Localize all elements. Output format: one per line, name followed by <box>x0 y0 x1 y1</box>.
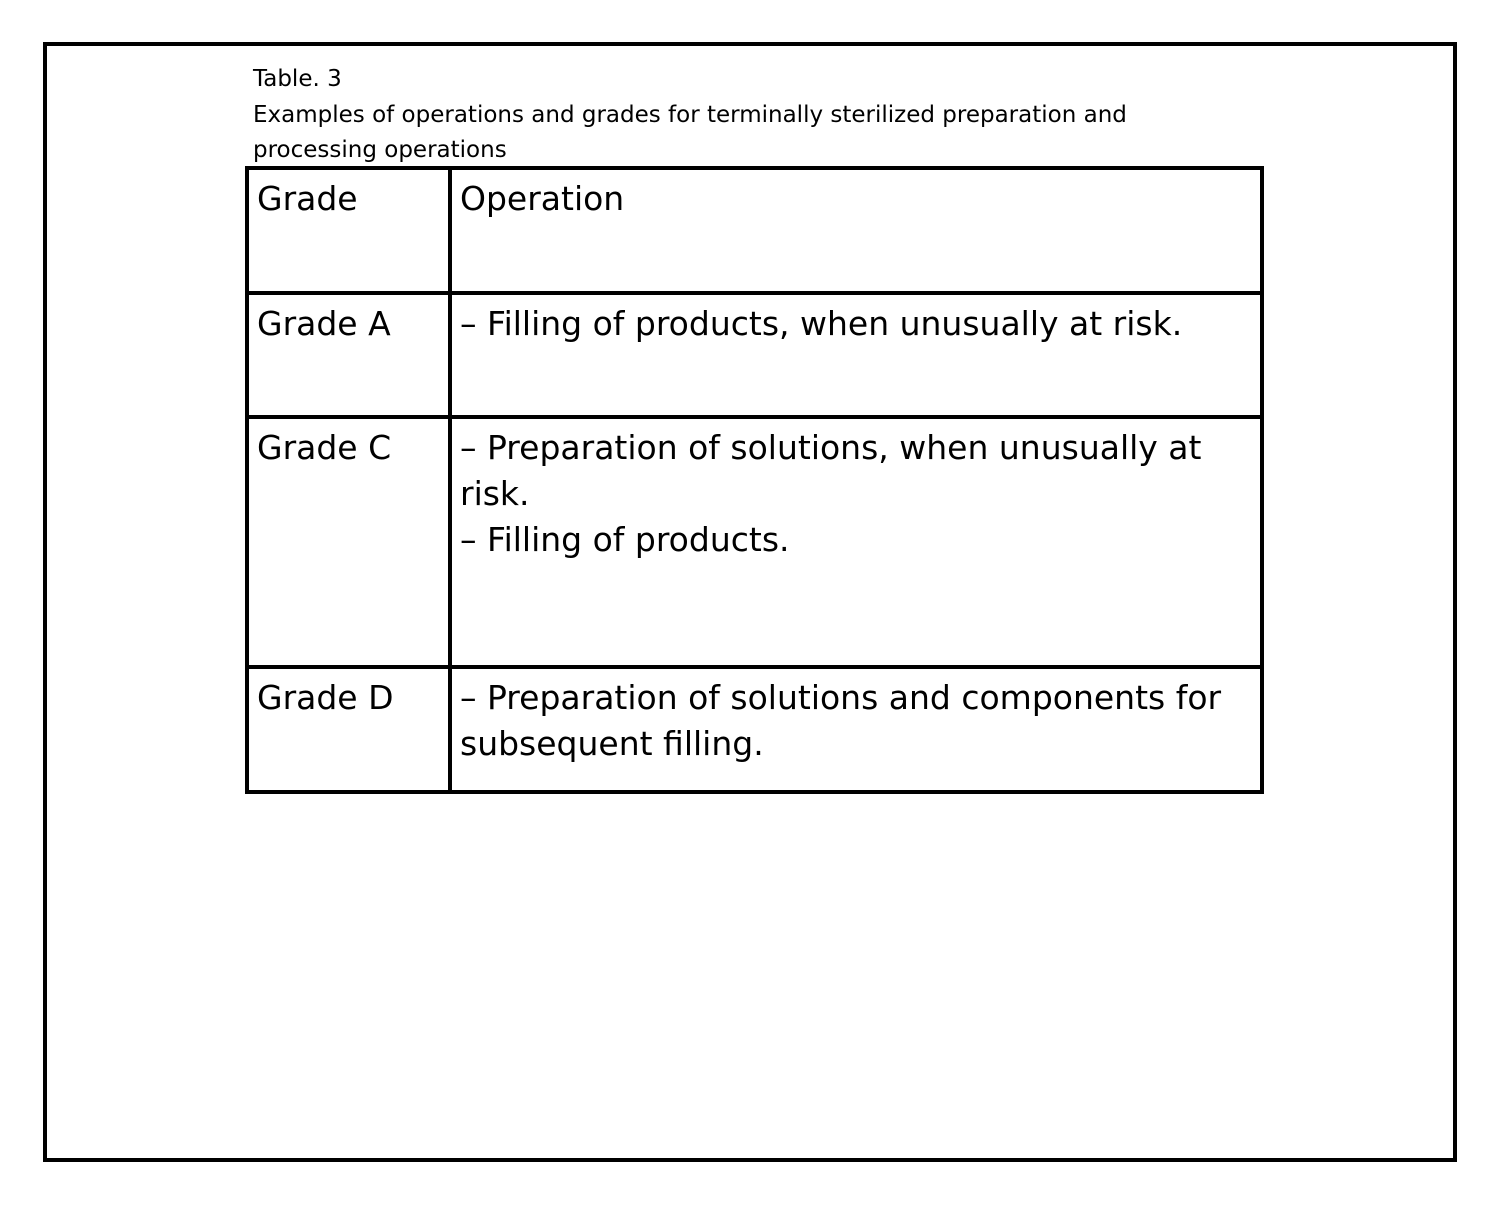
table-header-row <box>247 168 1262 293</box>
table-label: Table. 3 <box>253 66 342 92</box>
grades-table <box>245 166 1264 794</box>
grade-cell: Grade C <box>247 417 450 667</box>
operation-item: – Filling of products, when unusually at risk. <box>460 304 1183 343</box>
operation-cell <box>450 293 1262 417</box>
table-title-line-2: processing operations <box>253 137 507 163</box>
operation-cell <box>450 667 1262 792</box>
grade-cell: Grade A <box>247 293 450 417</box>
table-row <box>247 667 1262 792</box>
operation-item: – Preparation of solutions and components for subsequent filling. <box>460 678 1222 763</box>
operation-item: – Preparation of solutions, when unusually at risk. <box>460 428 1202 513</box>
table-title-line-1: Examples of operations and grades for terminally sterilized preparation and <box>253 101 1127 128</box>
header-grade: Grade <box>247 168 450 293</box>
header-operation: Operation <box>450 168 1262 293</box>
grade-cell: Grade D <box>247 667 450 792</box>
table-caption <box>253 62 1253 169</box>
table-row <box>247 417 1262 667</box>
operation-cell <box>450 417 1262 667</box>
table-row <box>247 293 1262 417</box>
operation-item: – Filling of products. <box>460 520 790 559</box>
